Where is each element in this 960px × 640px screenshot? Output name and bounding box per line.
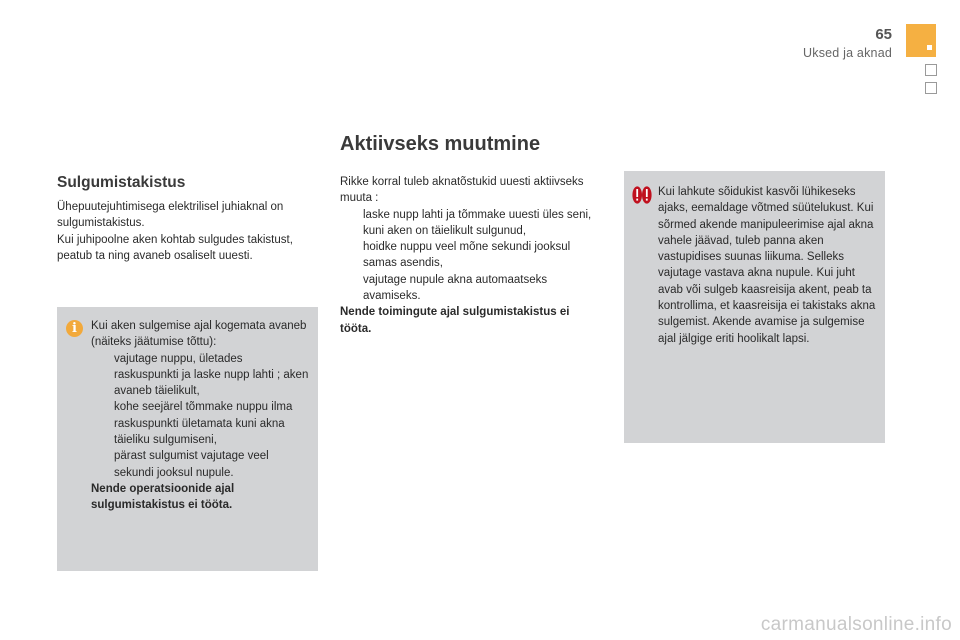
warning-box bbox=[624, 171, 885, 443]
list-item bbox=[91, 351, 309, 400]
list-item bbox=[91, 448, 309, 481]
subsection-intro bbox=[57, 199, 319, 264]
info-icon: i bbox=[66, 320, 83, 337]
main-column bbox=[340, 174, 602, 337]
list-item-text: pärast sulgumist vajutage veel sekundi jooksul nupule. bbox=[114, 450, 269, 479]
list-item bbox=[340, 239, 602, 272]
list-item bbox=[91, 399, 309, 448]
chapter-tab bbox=[906, 24, 936, 57]
chapter-title: Uksed ja aknad bbox=[803, 46, 892, 60]
warning-box-content bbox=[658, 184, 878, 347]
list-item bbox=[340, 207, 602, 240]
intro-paragraph: Ühepuutejuhtimisega elektrilisel juhiaknal on sulgumistakistus. bbox=[57, 201, 284, 230]
info-note: Nende operatsioonide ajal sulgumistakistus ei tööta. bbox=[91, 482, 235, 512]
main-intro: Rikke korral tuleb aknatõstukid uuesti aktiivseks muuta : bbox=[340, 176, 584, 205]
intro-paragraph: Kui juhipoolne aken kohtab sulgudes takistust, peatub ta ning avaneb osaliselt uuesti. bbox=[57, 233, 293, 262]
tab-marker bbox=[927, 45, 932, 50]
info-intro: Kui aken sulgemise ajal kogemata avaneb (näiteks jäätumise tõttu): bbox=[91, 320, 307, 349]
info-box bbox=[57, 307, 318, 571]
list-item-text: vajutage nupule akna automaatseks avamiseks. bbox=[363, 273, 548, 303]
watermark: carmanualsonline.info bbox=[760, 614, 952, 635]
warning-icon bbox=[632, 186, 652, 204]
warning-text: Kui lahkute sõidukist kasvõi lühikeseks ajaks, eemaldage võtmed süütelukust. Kui sõrmed akende manipuleerimise ajal akna vahele jäävad, tuleb panna aken vastupidises suunas liikuma. Selleks vajutage vastava akna nupule. Kui juht avab või sulgeb kaasreisija akent, peab ta kontrollima, et kaasreisija ei takistaks akna sulgemist. Akende avamise ja sulgemise ajal jälgige eriti hoolikalt lapsi. bbox=[658, 186, 876, 345]
info-box-content bbox=[91, 318, 309, 514]
list-item-text: kohe seejärel tõmmake nuppu ilma raskuspunkti ületamata kuni akna täieliku sulgumiseni, bbox=[114, 401, 293, 447]
main-note: Nende toimingute ajal sulgumistakistus ei tööta. bbox=[340, 306, 570, 335]
list-item-text: vajutage nuppu, ületades raskuspunkti ja laske nupp lahti ; aken avaneb täielikult, bbox=[114, 352, 309, 398]
list-item-text: laske nupp lahti ja tõmmake uuesti üles seni, kuni aken on täielikult sulgunud, bbox=[363, 208, 592, 237]
subsection-title: Sulgumistakistus bbox=[57, 174, 186, 191]
info-bullet-list bbox=[91, 351, 309, 481]
tab-box-1 bbox=[925, 64, 937, 76]
main-bullet-list bbox=[340, 207, 602, 305]
list-item bbox=[340, 272, 602, 305]
tab-box-2 bbox=[925, 82, 937, 94]
section-title: Aktiivseks muutmine bbox=[340, 133, 541, 155]
page-number: 65 bbox=[875, 26, 892, 43]
list-item-text: hoidke nuppu veel mõne sekundi jooksul samas asendis, bbox=[363, 241, 571, 270]
